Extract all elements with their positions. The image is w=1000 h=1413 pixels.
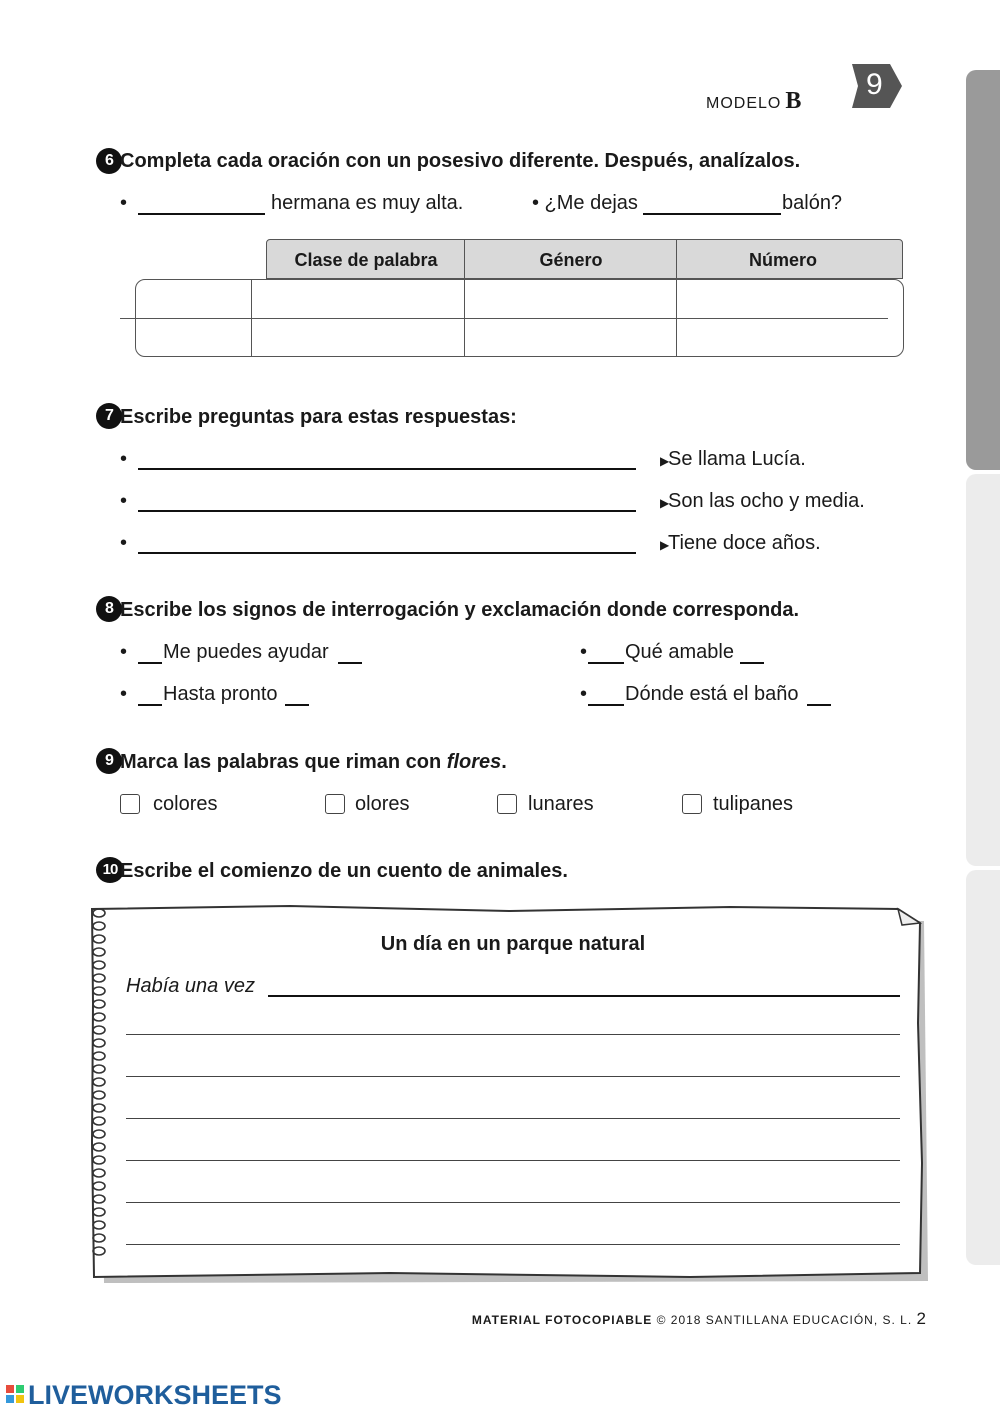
model-letter: B bbox=[785, 88, 803, 114]
checkbox-olores[interactable] bbox=[325, 794, 345, 814]
question-9-number: 9 bbox=[96, 748, 122, 774]
sign-blank[interactable] bbox=[588, 704, 624, 706]
story-line-4[interactable] bbox=[126, 1118, 900, 1119]
header-divider bbox=[464, 240, 465, 279]
sign-blank[interactable] bbox=[138, 662, 162, 664]
sign-blank[interactable] bbox=[807, 704, 831, 706]
question-8-number: 8 bbox=[96, 596, 122, 622]
bullet: • bbox=[580, 683, 588, 705]
footer bbox=[472, 1309, 926, 1329]
story-line-3[interactable] bbox=[126, 1076, 900, 1077]
question-7-title: Escribe preguntas para estas respuestas: bbox=[120, 406, 517, 428]
sign-blank[interactable] bbox=[285, 704, 309, 706]
table-cell-genero-1[interactable] bbox=[465, 280, 675, 317]
question-answer-line-2[interactable] bbox=[138, 510, 636, 512]
question-6-number: 6 bbox=[96, 148, 122, 174]
spiral-binding bbox=[90, 907, 114, 1268]
unit-number: 9 bbox=[866, 68, 883, 101]
table-cell-numero-1[interactable] bbox=[677, 280, 902, 317]
question-9-title-start: Marca las palabras que riman con bbox=[120, 751, 447, 773]
table-cell-numero-2[interactable] bbox=[677, 320, 902, 356]
checkbox-colores[interactable] bbox=[120, 794, 140, 814]
sentence-2-start: • ¿Me dejas bbox=[532, 192, 638, 214]
story-line-7[interactable] bbox=[126, 1244, 900, 1245]
table-cell-clase-1[interactable] bbox=[252, 280, 463, 317]
option-tulipanes: tulipanes bbox=[713, 793, 794, 815]
possessive-blank-1[interactable] bbox=[138, 213, 265, 215]
arrow-icon: ▶ bbox=[660, 454, 670, 468]
arrow-icon: ▶ bbox=[660, 538, 670, 552]
table-cell-word-1[interactable] bbox=[136, 280, 250, 317]
spiral-icon bbox=[90, 907, 114, 1263]
story-line-5[interactable] bbox=[126, 1160, 900, 1161]
bullet: • bbox=[120, 532, 128, 554]
story-title: Un día en un parque natural bbox=[380, 933, 646, 955]
header-genero: Género bbox=[539, 250, 603, 270]
notebook-card bbox=[90, 903, 930, 1283]
question-8-title: Escribe los signos de interrogación y exclamación donde corresponda. bbox=[120, 599, 800, 621]
header-divider bbox=[676, 240, 677, 279]
sign-blank[interactable] bbox=[740, 662, 764, 664]
question-7-number: 7 bbox=[96, 403, 122, 429]
sign-blank[interactable] bbox=[588, 662, 624, 664]
analysis-table-header bbox=[266, 239, 903, 279]
checkbox-lunares[interactable] bbox=[497, 794, 517, 814]
model-label-text: MODELO bbox=[706, 95, 782, 112]
question-answer-line-3[interactable] bbox=[138, 552, 636, 554]
option-lunares: lunares bbox=[528, 793, 594, 815]
model-label bbox=[706, 88, 802, 115]
item-me-puedes-ayudar: Me puedes ayudar bbox=[163, 641, 329, 663]
header-numero: Número bbox=[748, 250, 817, 270]
notebook-shape bbox=[90, 903, 930, 1283]
answer-3: Tiene doce años. bbox=[668, 532, 821, 554]
table-row-divider bbox=[120, 318, 888, 319]
unit-badge bbox=[852, 64, 902, 108]
page-number: 2 bbox=[916, 1309, 926, 1328]
footer-label: MATERIAL FOTOCOPIABLE bbox=[471, 1313, 653, 1327]
table-cell-word-2[interactable] bbox=[136, 320, 250, 356]
possessive-blank-2[interactable] bbox=[643, 213, 781, 215]
story-line-6[interactable] bbox=[126, 1202, 900, 1203]
bullet: • bbox=[120, 641, 128, 663]
item-que-amable: Qué amable bbox=[625, 641, 734, 663]
story-start: Había una vez bbox=[126, 975, 255, 997]
side-tab-dark bbox=[966, 70, 1000, 470]
table-cell-genero-2[interactable] bbox=[465, 320, 675, 356]
question-10-number: 10 bbox=[96, 857, 124, 883]
sentence-2-end: balón? bbox=[782, 192, 843, 214]
question-9-title-end: . bbox=[501, 751, 507, 773]
side-tab-light-1 bbox=[966, 474, 1000, 866]
question-answer-line-1[interactable] bbox=[138, 468, 636, 470]
option-colores: colores bbox=[153, 793, 218, 815]
question-9-title bbox=[120, 751, 507, 774]
question-6-title: Completa cada oración con un posesivo diferente. Después, analízalos. bbox=[120, 150, 801, 172]
bullet: • bbox=[120, 448, 128, 470]
item-hasta-pronto: Hasta pronto bbox=[163, 683, 278, 705]
question-9-title-word: flores bbox=[446, 751, 502, 773]
sentence-1: hermana es muy alta. bbox=[271, 192, 464, 214]
sign-blank[interactable] bbox=[338, 662, 362, 664]
header-clase: Clase de palabra bbox=[294, 250, 438, 270]
option-olores: olores bbox=[355, 793, 410, 815]
answer-2: Son las ocho y media. bbox=[668, 490, 865, 512]
arrow-icon: ▶ bbox=[660, 496, 670, 510]
logo-icon bbox=[6, 1385, 24, 1403]
footer-copyright: © 2018 SANTILLANA EDUCACIÓN, S. L. bbox=[656, 1313, 913, 1327]
bullet: • bbox=[120, 490, 128, 512]
story-line-2[interactable] bbox=[126, 1034, 900, 1035]
answer-1: Se llama Lucía. bbox=[668, 448, 806, 470]
logo-text: LIVEWORKSHEETS bbox=[28, 1380, 282, 1410]
bullet: • bbox=[120, 683, 128, 705]
side-tab-light-2 bbox=[966, 870, 1000, 1265]
table-cell-clase-2[interactable] bbox=[252, 320, 463, 356]
question-10-title: Escribe el comienzo de un cuento de animales. bbox=[120, 860, 568, 882]
item-donde-esta-el-bano: Dónde está el baño bbox=[625, 683, 799, 705]
bullet: • bbox=[580, 641, 588, 663]
bullet: • bbox=[120, 192, 128, 214]
checkbox-tulipanes[interactable] bbox=[682, 794, 702, 814]
sign-blank[interactable] bbox=[138, 704, 162, 706]
story-line-1[interactable] bbox=[268, 995, 900, 997]
